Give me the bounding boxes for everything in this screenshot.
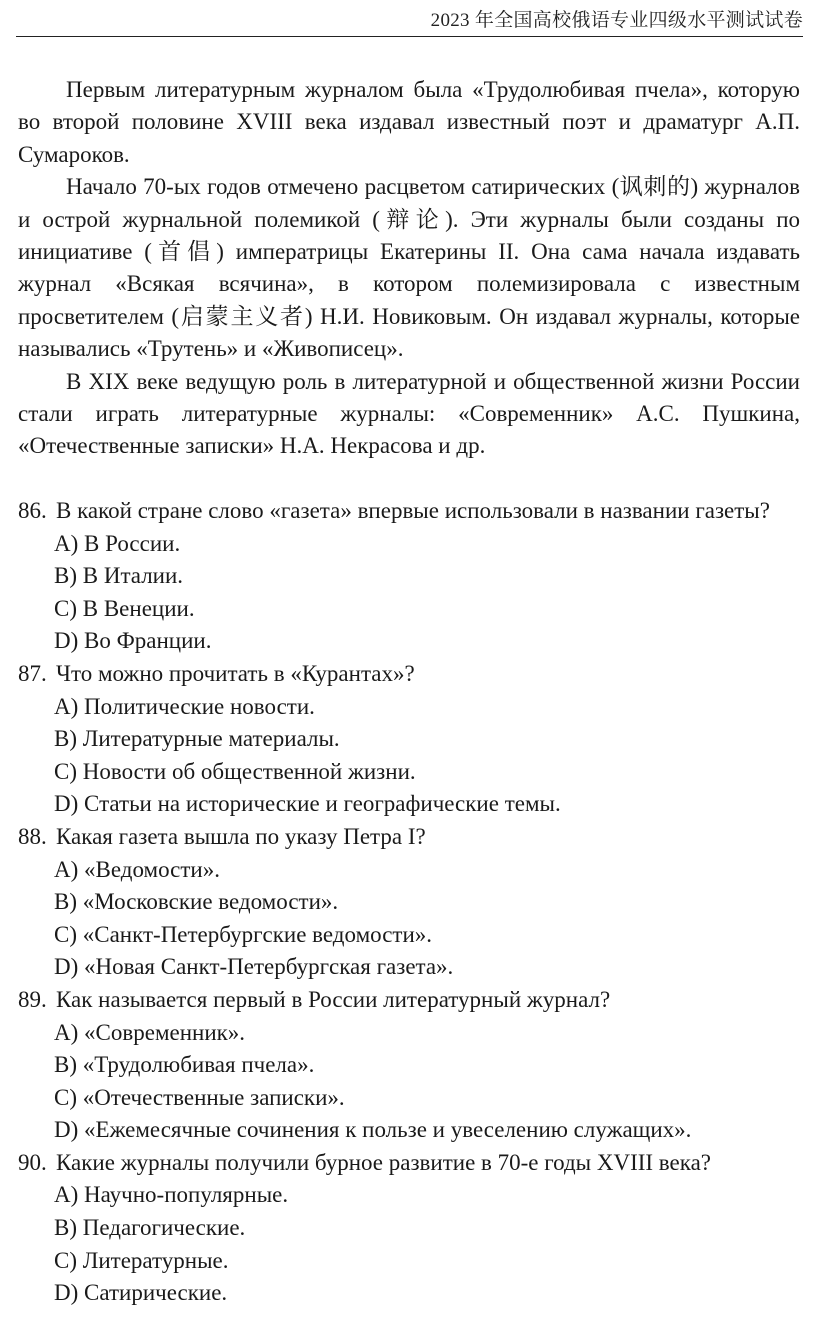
option-letter: D) xyxy=(54,791,79,817)
option-letter: A) xyxy=(54,1182,79,1208)
question-89 xyxy=(18,984,800,1147)
option-text: Во Франции. xyxy=(84,628,212,654)
answer-option-c[interactable] xyxy=(18,1245,800,1278)
option-letter: D) xyxy=(54,1117,79,1143)
option-text: «Санкт-Петербургские ведомости». xyxy=(82,921,433,947)
option-letter: A) xyxy=(54,693,79,719)
option-letter: D) xyxy=(54,954,79,980)
option-text: В Венеции. xyxy=(82,595,195,621)
option-letter: C) xyxy=(54,595,77,621)
option-text: Новости об общественной жизни. xyxy=(82,758,416,784)
option-letter: A) xyxy=(54,1019,79,1045)
exam-title: 2023 年全国高校俄语专业四级水平测试试卷 xyxy=(430,10,803,31)
option-text: «Ведомости». xyxy=(84,856,220,882)
option-text: «Новая Санкт-Петербургская газета». xyxy=(84,954,454,980)
option-text: «Ежемесячные сочинения к пользе и увеселению служащих». xyxy=(84,1117,692,1143)
option-text: Статьи на исторические и географические темы. xyxy=(84,791,561,817)
option-text: Политические новости. xyxy=(84,693,315,719)
answer-option-b[interactable] xyxy=(18,1049,800,1082)
option-text: «Московские ведомости». xyxy=(82,889,339,915)
option-text: Сатирические. xyxy=(84,1280,228,1306)
option-letter: C) xyxy=(54,921,77,947)
answer-option-d[interactable] xyxy=(18,1277,800,1310)
passage-paragraph: Начало 70-ых годов отмечено расцветом сатирических (讽刺的) журналов и острой журнальной полемикой (辩论). Эти журналы были созданы по инициативе (首倡) императрицы Екатерины II. Она сама начала издавать журнал «Всякая всячина», в котором полемизировала с известным просветителем (启蒙主义者) Н.И. Новиковым. Он издавал журналы, которые назывались «Трутень» и «Живописец». xyxy=(18,174,800,362)
answer-option-a[interactable] xyxy=(18,854,800,887)
option-text: «Трудолюбивая пчела». xyxy=(82,1052,315,1078)
option-text: Педагогические. xyxy=(82,1215,246,1241)
question-88 xyxy=(18,821,800,984)
answer-option-b[interactable] xyxy=(18,560,800,593)
answer-option-b[interactable] xyxy=(18,723,800,756)
question-text: Что можно прочитать в «Курантах»? xyxy=(56,660,415,686)
page-header xyxy=(16,6,803,37)
passage-paragraph: В XIX веке ведущую роль в литературной и общественной жизни России стали играть литературные журналы: «Современник» А.С. Пушкина, «Отечественные записки» Н.А. Некрасова и др. xyxy=(18,368,800,459)
question-text: Как называется первый в России литературный журнал? xyxy=(56,986,611,1012)
answer-option-c[interactable] xyxy=(18,756,800,789)
answer-option-a[interactable] xyxy=(18,691,800,724)
answer-option-d[interactable] xyxy=(18,788,800,821)
question-number: 87. xyxy=(18,660,47,686)
answer-option-a[interactable] xyxy=(18,1017,800,1050)
question-number: 90. xyxy=(18,1149,47,1175)
answer-option-b[interactable] xyxy=(18,1212,800,1245)
answer-option-c[interactable] xyxy=(18,919,800,952)
question-text: Какая газета вышла по указу Петра I? xyxy=(56,823,426,849)
option-letter: B) xyxy=(54,1052,77,1078)
question-87 xyxy=(18,658,800,821)
answer-option-a[interactable] xyxy=(18,1179,800,1212)
option-text: Научно-популярные. xyxy=(84,1182,289,1208)
option-letter: C) xyxy=(54,1247,77,1273)
answer-option-b[interactable] xyxy=(18,886,800,919)
option-text: «Современник». xyxy=(84,1019,246,1045)
option-letter: A) xyxy=(54,530,79,556)
option-text: В России. xyxy=(84,530,181,556)
question-text: В какой стране слово «газета» впервые использовали в названии газеты? xyxy=(56,498,770,523)
question-list xyxy=(18,495,800,1310)
answer-option-d[interactable] xyxy=(18,1114,800,1147)
question-number: 86. xyxy=(18,498,47,523)
option-text: Литературные материалы. xyxy=(82,726,340,752)
option-letter: B) xyxy=(54,563,77,589)
option-letter: D) xyxy=(54,628,79,654)
question-90 xyxy=(18,1147,800,1310)
option-letter: D) xyxy=(54,1280,79,1306)
option-text: «Отечественные записки». xyxy=(82,1084,345,1110)
option-letter: B) xyxy=(54,1215,77,1241)
option-letter: A) xyxy=(54,856,79,882)
question-number: 89. xyxy=(18,986,47,1012)
answer-option-a[interactable] xyxy=(18,528,800,561)
option-text: Литературные. xyxy=(82,1247,229,1273)
option-letter: B) xyxy=(54,889,77,915)
answer-option-d[interactable] xyxy=(18,951,800,984)
question-86 xyxy=(18,495,800,658)
answer-option-c[interactable] xyxy=(18,1082,800,1115)
answer-option-d[interactable] xyxy=(18,625,800,658)
answer-option-c[interactable] xyxy=(18,593,800,626)
option-letter: C) xyxy=(54,758,77,784)
option-letter: C) xyxy=(54,1084,77,1110)
question-number: 88. xyxy=(18,823,47,849)
reading-passage xyxy=(18,74,800,463)
option-letter: B) xyxy=(54,726,77,752)
option-text: В Италии. xyxy=(82,563,184,589)
passage-paragraph: Первым литературным журналом была «Трудолюбивая пчела», которую во второй половине XVIII века издавал известный поэт и драматург А.П. Сумароков. xyxy=(18,77,800,167)
question-text: Какие журналы получили бурное развитие в 70-е годы XVIII века? xyxy=(56,1149,711,1175)
